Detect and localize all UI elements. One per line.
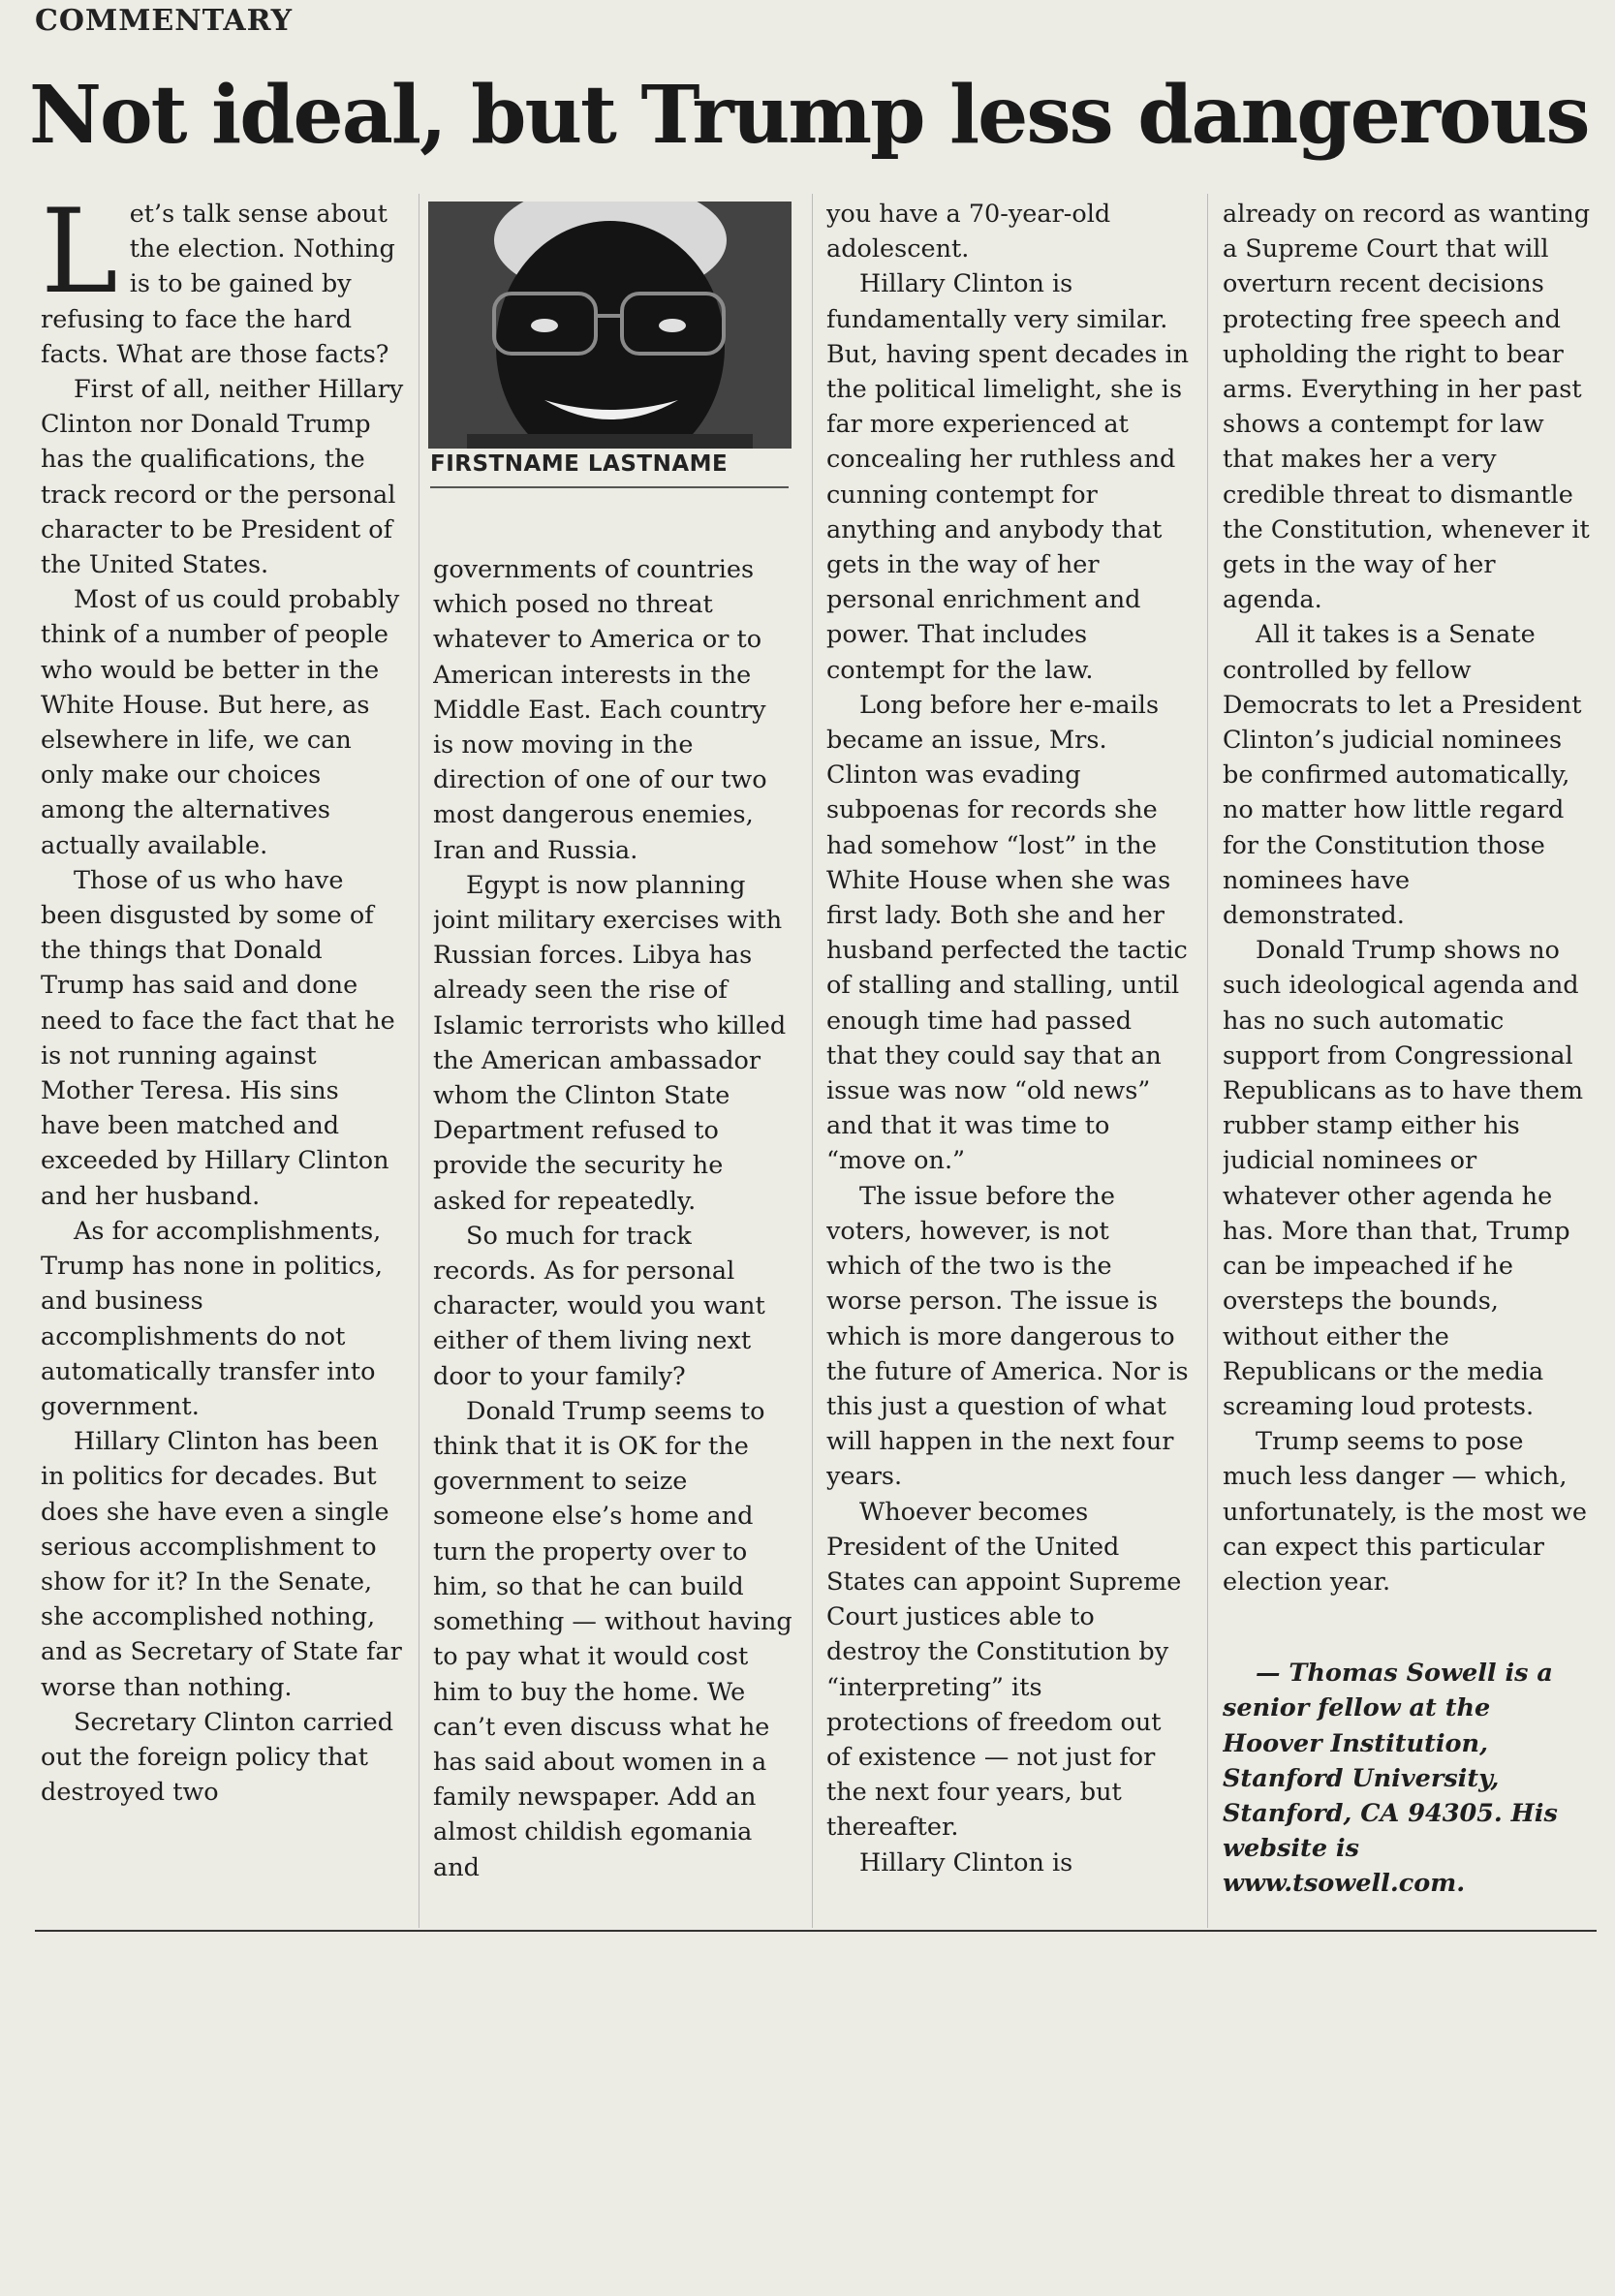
article-paragraph: Hillary Clinton is fundamentally very similar. But, having spent decades in the political limelight, she is far more experienced at concealing her ruthless and cunning contempt for anything and anybody that gets in the way of her personal enrichment and power. That includes contempt for the law. <box>826 269 1190 685</box>
article-column-3 <box>826 197 1190 1940</box>
article-paragraph: Secretary Clinton carried out the foreign policy that destroyed two <box>41 1707 394 1808</box>
article-paragraph: Trump seems to pose much less danger — which, unfortunately, is the most we can expect this particular election year. <box>1223 1427 1587 1597</box>
article-column-4 <box>1223 197 1593 1940</box>
article-paragraph: Egypt is now planning joint military exercises with Russian forces. Libya has already seen the rise of Islamic terrorists who killed the American ambassador whom the Clinton State Department refused to provide the security he asked for repeatedly. <box>433 870 787 1216</box>
article-paragraph: So much for track records. As for personal character, would you want either of them living next door to your family? <box>433 1221 765 1391</box>
drop-cap: L <box>41 197 118 320</box>
author-bio: — Thomas Sowell is a senior fellow at the Hoover Institution, Stanford University, Stanford, CA 94305. His website is www.tsowell.com. <box>1223 1659 1558 1899</box>
article-paragraph: Those of us who have been disgusted by some of the things that Donald Trump has said and done need to face the fact that he is not running against Mother Teresa. His sins have been matched and exceeded by Hillary Clinton and her husband. <box>41 865 395 1211</box>
column-divider <box>812 194 813 1928</box>
article-paragraph: Most of us could probably think of a number of people who would be better in the White House. But here, as elsewhere in life, we can only make our choices among the alternatives actually available. <box>41 585 400 860</box>
article-column-1 <box>41 197 405 1940</box>
section-label: COMMENTARY <box>35 4 294 38</box>
author-photo-image <box>428 202 792 449</box>
article-paragraph: you have a 70-year-old adolescent. <box>826 200 1111 264</box>
article-paragraph: Whoever becomes President of the United States can appoint Supreme Court justices able to destroy the Constitution by “interpreting” its protections of freedom out of existence — not just for the next four years, but thereafter. <box>826 1497 1182 1843</box>
column-divider <box>1207 194 1208 1928</box>
article-paragraph: Donald Trump seems to think that it is OK for the government to seize someone else’s home and turn the property over to him, so that he can build something — without having to pay what it would cost him to buy the home. We can’t even discuss what he has said about women in a family newspaper. Add an almost childish egomania and <box>433 1396 792 1882</box>
article-paragraph: All it takes is a Senate controlled by fellow Democrats to let a President Clinton’s judicial nominees be confirmed automatically, no matter how little regard for the Constitution those nominees have demonstrated. <box>1223 620 1582 931</box>
article-paragraph: already on record as wanting a Supreme Court that will overturn recent decisions protecting free speech and upholding the right to bear arms. Everything in her past shows a contempt for law that makes her a very credible threat to dismantle the Constitution, whenever it gets in the way of her agenda. <box>1223 200 1591 615</box>
article-paragraph: Hillary Clinton has been in politics for decades. But does she have even a single serious accomplishment to show for it? In the Senate, she accomplished nothing, and as Secretary of State far worse than nothing. <box>41 1427 402 1702</box>
author-photo <box>428 202 792 449</box>
article-paragraph: First of all, neither Hillary Clinton nor Donald Trump has the qualifications, the track record or the personal character to be President of the United States. <box>41 375 404 580</box>
article-paragraph: The issue before the voters, however, is not which of the two is the worse person. The issue is which is more dangerous to the future of America. Nor is this just a question of what will happen in the next four years. <box>826 1181 1189 1492</box>
article-paragraph: Let’s talk sense about the election. Nothing is to be gained by refusing to face the hard facts. What are those facts? <box>41 197 395 369</box>
photo-caption: FIRSTNAME LASTNAME <box>430 451 789 488</box>
article-column-2 <box>433 552 793 2296</box>
article-paragraph: Donald Trump shows no such ideological agenda and has no such automatic support from Congressional Republicans as to have them rubber stamp either his judicial nominees or whatever other agenda he has. More than that, Trump can be impeached if he oversteps the bounds, without either the Republicans or the media screaming loud protests. <box>1223 936 1584 1421</box>
article-paragraph: governments of countries which posed no threat whatever to America or to American interests in the Middle East. Each country is now moving in the direction of one of our two most dangerous enemies, Iran and Russia. <box>433 555 767 865</box>
article-paragraph: Long before her e-mails became an issue, Mrs. Clinton was evading subpoenas for records she had somehow “lost” in the White House when she was first lady. Both she and her husband perfected the tactic of stalling and stalling, until enough time had passed that they could say that an issue was now “old news” and that it was time to “move on.” <box>826 690 1188 1176</box>
article-paragraph: As for accomplishments, Trump has none in politics, and business accomplishments do not automatically transfer into government. <box>41 1216 383 1421</box>
article-paragraph: Hillary Clinton is <box>859 1847 1073 1877</box>
headline: Not ideal, but Trump less dangerous <box>29 69 1589 162</box>
